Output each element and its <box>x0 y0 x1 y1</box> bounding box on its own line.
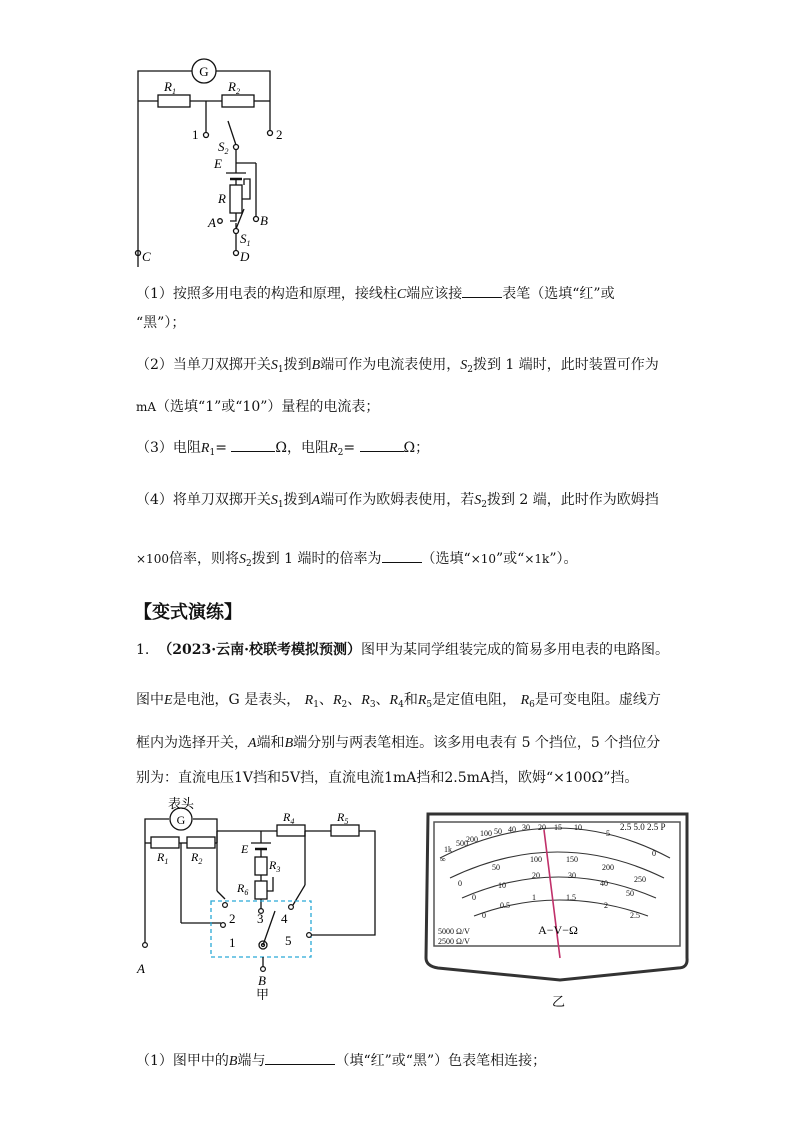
answer-blank-1[interactable] <box>462 283 502 298</box>
r1-label: $R_1$ <box>164 79 176 96</box>
question-2-line1: （2）当单刀双掷开关$S_1$拨到B端可作为电流表使用，$S_2$拨到 1 端时，此时装置可作为 <box>136 357 659 375</box>
figure-jia-caption: 甲 <box>256 987 270 1000</box>
jia-galvanometer-label: G <box>176 813 186 827</box>
jia-terminal-a: A <box>137 961 145 976</box>
range-marks-top-right: 2.5 5.0 2.5 P <box>620 822 666 832</box>
jia-r1-label: $R_1$ <box>157 850 169 866</box>
ohm-scale-5: 5 <box>606 829 610 838</box>
terminal-a-label: A <box>208 215 216 230</box>
ac-scale-0: 0 <box>482 911 486 920</box>
answer-blank-last[interactable] <box>265 1050 335 1065</box>
sensitivity-5000: 5000 Ω/V <box>438 927 470 936</box>
dc-scale-250: 250 <box>634 875 646 884</box>
dc-scale-150: 150 <box>566 855 578 864</box>
exercise-1-line3: 框内为选择开关，A端和B端分别与两表笔相连。该多用电表有 5 个挡位，5 个挡位分 <box>136 735 661 751</box>
terminal-d-label: D <box>240 249 250 264</box>
terminal-b-label: B <box>260 213 268 228</box>
terminal-1-label: 1 <box>192 127 199 142</box>
dc-scale-0: 0 <box>458 879 462 888</box>
terminal-c-label: C <box>142 249 151 264</box>
ohm-scale-50: 50 <box>494 827 502 836</box>
ohm-scale-10: 10 <box>574 823 582 832</box>
jia-r4-label: $R_4$ <box>283 810 295 826</box>
figure-jia-circuit <box>125 795 415 1000</box>
ac-scale-2: 2 <box>604 901 608 910</box>
s1-label: $S_1$ <box>240 231 251 248</box>
dc-scale2-20: 20 <box>532 871 540 880</box>
ohm-scale-500: 500 <box>456 839 468 848</box>
ac-scale-0.5: 0.5 <box>500 901 510 910</box>
question-3: （3）电阻$R_1= \Omega$，电阻$R_2= \Omega$； <box>136 437 429 463</box>
ohm-scale-15: 15 <box>554 823 562 832</box>
ohm-scale-200: 200 <box>466 835 478 844</box>
jia-r5-label: $R_5$ <box>337 810 349 826</box>
ohm-scale-1k: 1k <box>444 845 452 854</box>
galvanometer-label: G <box>199 64 209 79</box>
ac-scale-2.5: 2.5 <box>630 911 640 920</box>
ac-scale-1: 1 <box>532 893 536 902</box>
sensitivity-2500: 2500 Ω/V <box>438 937 470 946</box>
dc-scale2-0: 0 <box>472 893 476 902</box>
ohm-scale-100: 100 <box>480 829 492 838</box>
dc-scale2-10: 10 <box>498 881 506 890</box>
dc-scale-200: 200 <box>602 863 614 872</box>
jia-position-1: 1 <box>229 935 236 950</box>
jia-position-3: 3 <box>257 911 264 926</box>
jia-position-2: 2 <box>229 911 236 926</box>
question-2-line2: mA（选填“1”或“10”）量程的电流表； <box>136 399 380 415</box>
exercise-1-line1: 1. （2023·云南·校联考模拟预测）图甲为某同学组装完成的简易多用电表的电路图。 <box>136 642 669 658</box>
question-4-line1: （4）将单刀双掷开关$S_1$拨到A端可作为欧姆表使用，若$S_2$拨到 2 端，此时作为欧姆挡 <box>136 492 659 510</box>
exercise-1-line2: 图中E是电池，G 是表头， $R_1$、$R_2$、$R_3$、$R_4$和$R_5$是定值电阻， $R_6$是可变电阻。虚线方 <box>136 692 661 710</box>
ohm-scale-20: 20 <box>538 823 546 832</box>
r2-label: $R_2$ <box>228 79 240 96</box>
terminal-2-label: 2 <box>276 127 283 142</box>
dc-scale-100: 100 <box>530 855 542 864</box>
jia-r3-label: $R_3$ <box>269 858 281 874</box>
question-4-line2: ×100倍率，则将$S_2$拨到 1 端时的倍率为 （选填“×10”或“×1k”）。 <box>136 548 577 574</box>
jia-r6-label: $R_6$ <box>237 881 249 897</box>
exercise-1-question-1: （1）图甲中的B端与 （填“红”或“黑”）色表笔相连接； <box>136 1050 546 1072</box>
top-circuit-diagram <box>120 55 290 270</box>
ac-scale-1.5: 1.5 <box>566 893 576 902</box>
jia-position-4: 4 <box>281 911 288 926</box>
meter-center-label: A−V−Ω <box>538 923 578 937</box>
jia-battery-label: E <box>241 842 249 856</box>
dc-scale2-30: 30 <box>568 871 576 880</box>
figure-yi-meter-face <box>420 808 695 1013</box>
answer-blank-4[interactable] <box>382 548 422 563</box>
question-1-line1: （1）按照多用电表的构造和原理，接线柱C端应该接 表笔（选填“红”或 <box>136 283 615 305</box>
question-1-line2: “黑”）； <box>136 315 186 331</box>
ohm-scale-0: 0 <box>652 849 656 858</box>
dc-scale2-50: 50 <box>626 889 634 898</box>
dc-scale-50: 50 <box>492 863 500 872</box>
answer-blank-r2[interactable] <box>360 437 404 452</box>
meter-head-label: 表头 <box>167 796 195 811</box>
jia-position-5: 5 <box>285 933 292 948</box>
rheostat-label: R <box>218 191 226 206</box>
battery-label: E <box>214 156 222 171</box>
answer-blank-r1[interactable] <box>231 437 275 452</box>
s2-label: $S_2$ <box>218 139 229 156</box>
section-title: 【变式演练】 <box>134 602 242 623</box>
jia-r2-label: $R_2$ <box>191 850 203 866</box>
figure-yi-caption: 乙 <box>552 994 566 1009</box>
dc-scale2-40: 40 <box>600 879 608 888</box>
ohm-scale-30: 30 <box>522 823 530 832</box>
ohm-scale-infinity: ∞ <box>440 855 446 864</box>
ohm-scale-40: 40 <box>508 825 516 834</box>
exercise-1-line4: 别为：直流电压1V挡和5V挡，直流电流1mA挡和2.5mA挡，欧姆“×100Ω”挡。 <box>136 770 639 786</box>
jia-terminal-b: B <box>258 973 266 988</box>
